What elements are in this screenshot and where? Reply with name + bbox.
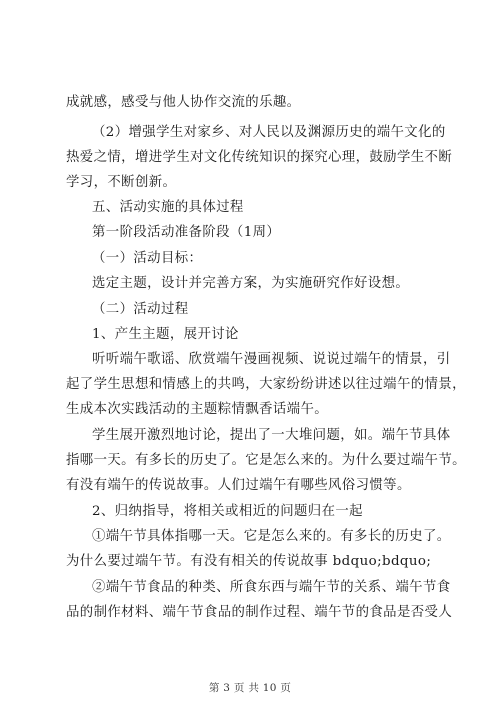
paragraph-line: 指哪一天。有多长的历史了。它是怎么来的。为什么要过端午节。 — [66, 453, 466, 468]
paragraph-line: 成就感，感受与他人协作交流的乐趣。 — [66, 95, 301, 110]
section-heading: 五、活动实施的具体过程 — [92, 200, 244, 215]
paragraph-line: 品的制作材料、端午节食品的制作过程、端午节的食品是否受人 — [66, 605, 453, 620]
paragraph-line: （2）增强学生对家乡、对人民以及渊源历史的端午文化的 — [92, 125, 446, 140]
page-footer: 第 3 页 共 10 页 — [208, 682, 292, 694]
paragraph-line: 选定主题，设计并完善方案，为实施研究作好设想。 — [92, 276, 410, 291]
paragraph-line: 听听端午歌谣、欣赏端午漫画视频、说说过端午的情景，引 — [92, 352, 451, 367]
subheading: （一）活动目标： — [92, 251, 203, 266]
paragraph-line: 起了学生思想和情感上的共鸣，大家纷纷讲述以往过端午的情景， — [66, 377, 466, 392]
list-item: ①端午节具体指哪一天。它是怎么来的。有多长的历史了。 — [92, 529, 451, 544]
subheading: 1、产生主题，展开讨论 — [92, 327, 239, 342]
paragraph-line: 有没有端午的传说故事。人们过端午有哪些风俗习惯等。 — [66, 478, 411, 493]
subheading: （二）活动过程 — [92, 302, 189, 317]
paragraph-line: 学生展开激烈地讨论，提出了一大堆问题，如。端午节具体 — [92, 428, 451, 443]
paragraph-line: 生成本次实践活动的主题粽情飘香话端午。 — [66, 402, 329, 417]
subheading: 2、归纳指导，将相关或相近的问题归在一起 — [92, 504, 363, 519]
paragraph-line: 学习，不断创新。 — [66, 175, 177, 190]
stage-heading: 第一阶段活动准备阶段（1周） — [92, 225, 281, 240]
list-item: ②端午节食品的种类、所食东西与端午节的关系、端午节食 — [92, 580, 451, 595]
paragraph-line: 热爱之情，增进学生对文化传统知识的探究心理，鼓励学生不断 — [66, 150, 453, 165]
paragraph-line: 为什么要过端午节。有没有相关的传说故事 bdquo;bdquo; — [66, 554, 432, 569]
